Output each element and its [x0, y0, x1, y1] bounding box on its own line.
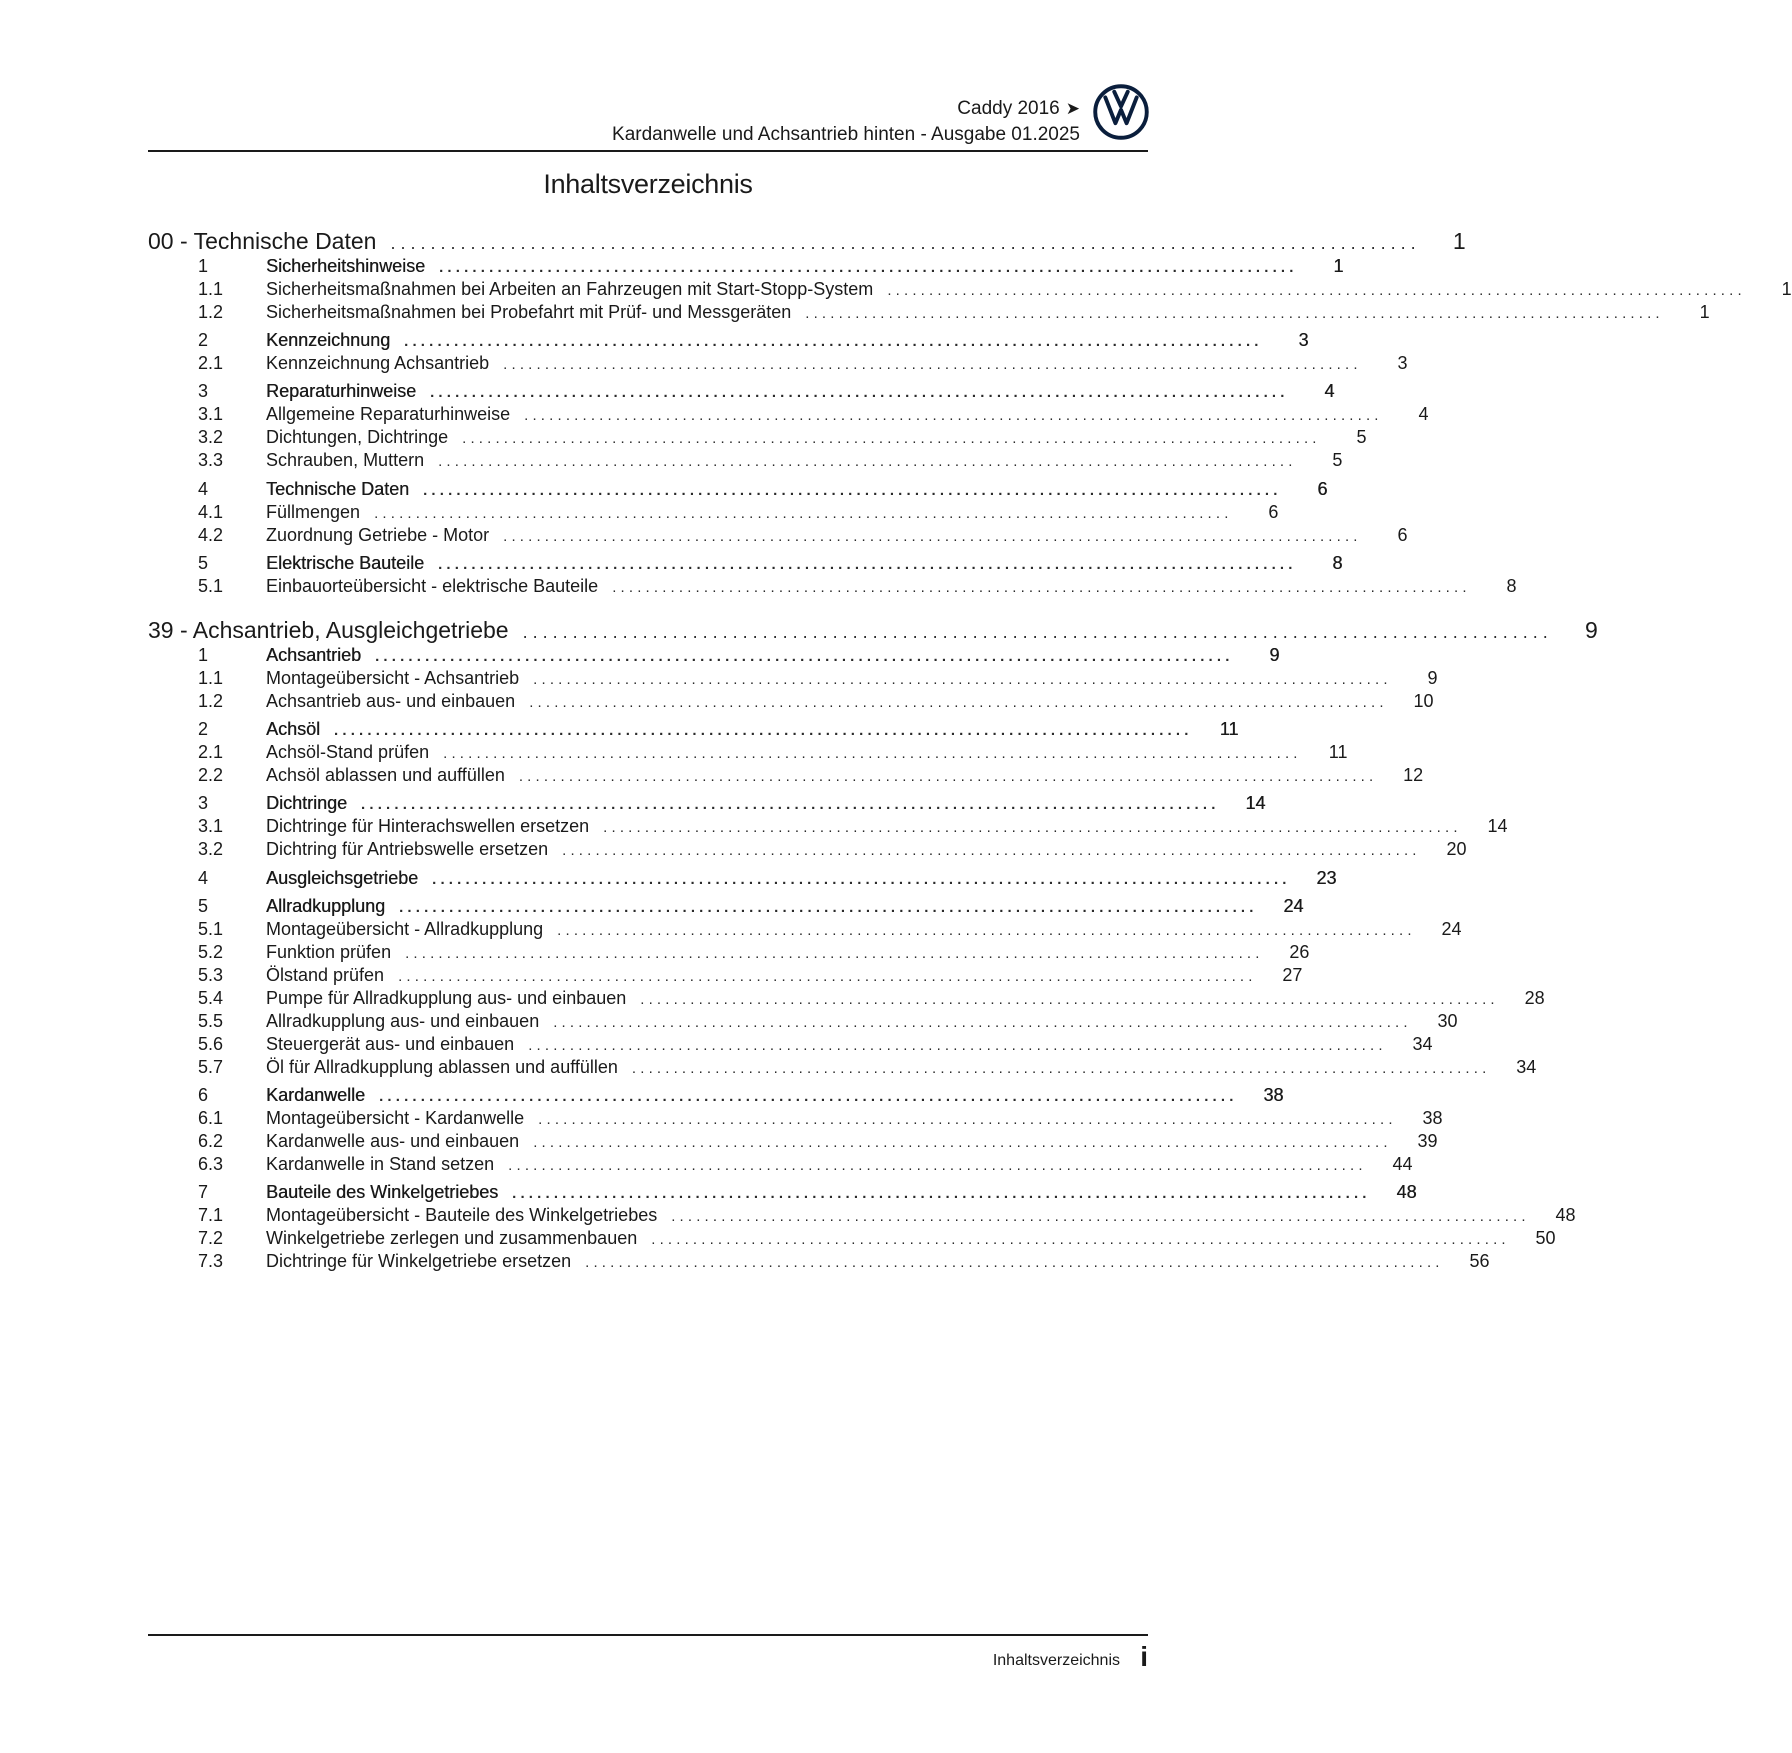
toc-entry-page: 1: [1781, 279, 1792, 299]
toc-entry[interactable]: [148, 896, 1304, 920]
toc-entry-title: Reparaturhinweise: [266, 381, 417, 401]
toc-entry-page: 1: [1699, 302, 1710, 322]
toc-entry-title: Sicherheitsmaßnahmen bei Arbeiten an Fahrzeugen mit Start-Stopp-System: [266, 279, 874, 299]
dot-leader: [503, 356, 1357, 373]
dot-leader: [671, 1208, 1525, 1225]
toc-entry-page: 5: [1332, 450, 1343, 470]
toc-entry-number: 1: [198, 256, 209, 276]
toc-entry-title: Kennzeichnung: [266, 330, 391, 350]
dot-leader: [557, 922, 1411, 939]
toc-entry[interactable]: [148, 1057, 1537, 1081]
footer-label: Inhaltsverzeichnis: [992, 1652, 1120, 1669]
toc-entry-number: 5.6: [198, 1034, 224, 1054]
toc-entry-page: 44: [1392, 1154, 1413, 1174]
toc-entry-page: 6: [1397, 525, 1408, 545]
dot-leader: [399, 899, 1253, 916]
toc-entry-title: Allradkupplung aus- und einbauen: [266, 1011, 540, 1031]
toc-entry[interactable]: [148, 1085, 1284, 1109]
toc-entry-number: 5.1: [198, 919, 224, 939]
toc-entry-number: 2.1: [198, 353, 224, 373]
toc-entry[interactable]: [148, 353, 1408, 377]
toc-entry-page: 20: [1446, 839, 1467, 859]
toc-entry[interactable]: [148, 427, 1367, 451]
toc-entry-title: Dichtringe für Winkelgetriebe ersetzen: [266, 1251, 572, 1271]
toc-entry[interactable]: [148, 868, 1337, 892]
toc-entry-page: 6: [1268, 502, 1279, 522]
dot-leader: [334, 722, 1188, 739]
toc-entry-page: 3: [1298, 330, 1309, 350]
toc-entry-page: 11: [1328, 742, 1348, 762]
dot-leader: [512, 1185, 1366, 1202]
toc-entry-page: 24: [1283, 896, 1304, 916]
dot-leader: [528, 1037, 1382, 1054]
toc-entry-number: 5.2: [198, 942, 224, 962]
toc-entry-page: 34: [1516, 1057, 1537, 1077]
toc-entry-title: Dichtungen, Dichtringe: [266, 427, 449, 447]
toc-entry[interactable]: [148, 645, 1280, 669]
toc-entry[interactable]: [148, 279, 1792, 303]
dot-leader: [603, 819, 1457, 836]
toc-entry-title: Technische Daten: [266, 479, 410, 499]
dot-leader: [553, 1014, 1407, 1031]
toc-entry-title: Montageübersicht - Allradkupplung: [266, 919, 544, 939]
toc-entry[interactable]: [148, 1131, 1438, 1155]
toc-entry-page: 56: [1469, 1251, 1490, 1271]
toc-entry-title: Kennzeichnung Achsantrieb: [266, 353, 490, 373]
toc-entry-number: 1.1: [198, 279, 224, 299]
toc-entry[interactable]: [148, 919, 1462, 943]
toc-entry-title: Sicherheitshinweise: [266, 256, 426, 276]
toc-entry-title: Ausgleichsgetriebe: [266, 868, 419, 888]
toc-entry-page: 4: [1418, 404, 1429, 424]
toc-entry[interactable]: [148, 1154, 1413, 1178]
toc-entry-number: 5.1: [198, 576, 224, 596]
toc-entry-number: 4: [198, 479, 209, 499]
toc-entry[interactable]: [148, 302, 1710, 326]
toc-entry[interactable]: [148, 553, 1343, 577]
toc-entry-page: 1: [1452, 228, 1466, 254]
dot-leader: [523, 622, 1548, 643]
toc-entry-number: 6.1: [198, 1108, 224, 1128]
toc-entry-number: 5.5: [198, 1011, 224, 1031]
toc-entry-number: 6.3: [198, 1154, 224, 1174]
toc-entry-title: Achsöl ablassen und auffüllen: [266, 765, 505, 785]
toc-entry-number: 2.1: [198, 742, 224, 762]
toc-entry[interactable]: [148, 793, 1266, 817]
toc-chapter[interactable]: [148, 228, 1466, 258]
toc-entry-title: Schrauben, Muttern: [266, 450, 425, 470]
toc-entry-title: Allgemeine Reparaturhinweise: [266, 404, 511, 424]
toc-entry-page: 9: [1584, 617, 1598, 643]
toc-entry-number: 4: [198, 868, 209, 888]
dot-leader: [462, 430, 1316, 447]
dot-leader: [432, 871, 1286, 888]
dot-leader: [533, 671, 1387, 688]
toc-entry-page: 11: [1219, 719, 1239, 739]
header-model: Caddy 2016: [957, 98, 1060, 119]
toc-entry-title: Dichtring für Antriebswelle ersetzen: [266, 839, 549, 859]
arrow-right-icon: ➤: [1065, 99, 1080, 118]
toc-entry-page: 8: [1332, 553, 1343, 573]
toc-entry-title: 00 - Technische Daten: [148, 228, 377, 254]
toc-entry-title: Zuordnung Getriebe - Motor: [266, 525, 490, 545]
toc-entry-page: 28: [1524, 988, 1545, 1008]
toc-entry-page: 50: [1535, 1228, 1556, 1248]
footer-page-number: i: [1140, 1641, 1148, 1672]
dot-leader: [533, 1134, 1387, 1151]
toc-entry[interactable]: [148, 1108, 1443, 1132]
header-model-line: [148, 96, 1080, 122]
toc-entry[interactable]: [148, 816, 1508, 840]
toc-entry-title: Einbauorteübersicht - elektrische Bauteile: [266, 576, 599, 596]
toc-entry-number: 3: [198, 793, 209, 813]
dot-leader: [398, 968, 1252, 985]
toc-entry-title: Achsantrieb aus- und einbauen: [266, 691, 516, 711]
toc-entry-number: 3.2: [198, 839, 224, 859]
toc-entry[interactable]: [148, 450, 1343, 474]
dot-leader: [423, 482, 1277, 499]
toc-entry-number: 2: [198, 330, 209, 350]
toc-entry-page: 4: [1324, 381, 1335, 401]
toc-entry-title: Dichtringe für Hinterachswellen ersetzen: [266, 816, 590, 836]
toc-entry[interactable]: [148, 965, 1303, 989]
toc-entry-number: 3.1: [198, 404, 224, 424]
toc-entry-page: 27: [1282, 965, 1303, 985]
dot-leader: [390, 233, 1415, 254]
toc-entry-page: 24: [1441, 919, 1462, 939]
page-title: Inhaltsverzeichnis: [543, 169, 753, 199]
toc-entry[interactable]: [148, 330, 1309, 354]
toc-entry-number: 6: [198, 1085, 209, 1105]
toc-entry[interactable]: [148, 1011, 1458, 1035]
header-divider: [148, 150, 1148, 152]
toc-entry-title: Kardanwelle in Stand setzen: [266, 1154, 495, 1174]
toc-entry[interactable]: [148, 1034, 1433, 1058]
dot-leader: [632, 1060, 1486, 1077]
toc-entry-number: 2: [198, 719, 209, 739]
dot-leader: [562, 842, 1416, 859]
toc-entry[interactable]: [148, 988, 1545, 1012]
toc-entry-title: Steuergerät aus- und einbauen: [266, 1034, 515, 1054]
toc-entry-number: 1: [198, 645, 209, 665]
toc-entry-number: 3.1: [198, 816, 224, 836]
vw-logo-icon: [1093, 84, 1149, 140]
toc-entry-page: 23: [1316, 868, 1337, 888]
toc-entry[interactable]: [148, 576, 1517, 600]
toc-entry-title: Öl für Allradkupplung ablassen und auffüllen: [266, 1057, 618, 1077]
dot-leader: [529, 694, 1383, 711]
toc-entry-title: Bauteile des Winkelgetriebes: [266, 1182, 499, 1202]
toc-entry-page: 10: [1413, 691, 1434, 711]
toc-entry-number: 5: [198, 553, 209, 573]
toc-entry[interactable]: [148, 525, 1408, 549]
toc-entry-page: 12: [1403, 765, 1424, 785]
toc-entry-title: Montageübersicht - Bauteile des Winkelgetriebes: [266, 1205, 658, 1225]
dot-leader: [640, 991, 1494, 1008]
toc-chapter[interactable]: [148, 617, 1598, 647]
dot-leader: [538, 1111, 1392, 1128]
header-subtitle: Kardanwelle und Achsantrieb hinten - Ausgabe 01.2025: [612, 124, 1080, 145]
dot-leader: [612, 579, 1466, 596]
dot-leader: [379, 1088, 1233, 1105]
toc-entry-title: Montageübersicht - Achsantrieb: [266, 668, 520, 688]
dot-leader: [503, 528, 1357, 545]
toc-entry-title: Elektrische Bauteile: [266, 553, 425, 573]
toc-entry-page: 6: [1317, 479, 1328, 499]
toc-entry-number: 4.2: [198, 525, 224, 545]
toc-entry-page: 5: [1356, 427, 1367, 447]
toc-entry[interactable]: [148, 942, 1310, 966]
toc-entry-number: 3.3: [198, 450, 224, 470]
toc-entry[interactable]: [148, 1251, 1490, 1275]
toc-entry-number: 6.2: [198, 1131, 224, 1151]
toc-entry[interactable]: [148, 719, 1239, 743]
toc-entry-number: 3.2: [198, 427, 224, 447]
toc-entry[interactable]: [148, 1228, 1556, 1252]
toc-entry[interactable]: [148, 1182, 1417, 1206]
toc-entry-page: 38: [1263, 1085, 1284, 1105]
toc-entry-number: 1.1: [198, 668, 224, 688]
toc-entry-title: Dichtringe: [266, 793, 348, 813]
toc-entry-number: 5.7: [198, 1057, 224, 1077]
toc-entry-page: 8: [1506, 576, 1517, 596]
toc-entry-title: Montageübersicht - Kardanwelle: [266, 1108, 525, 1128]
toc-entry-title: Kardanwelle aus- und einbauen: [266, 1131, 520, 1151]
toc-entry-number: 2.2: [198, 765, 224, 785]
dot-leader: [374, 505, 1228, 522]
toc-entry-title: Achsöl-Stand prüfen: [266, 742, 430, 762]
toc-entry-title: Sicherheitsmaßnahmen bei Probefahrt mit Prüf- und Messgeräten: [266, 302, 792, 322]
dot-leader: [438, 556, 1292, 573]
dot-leader: [375, 648, 1229, 665]
toc-entry[interactable]: [148, 256, 1344, 280]
toc-entry-number: 4.1: [198, 502, 224, 522]
toc-entry-title: 39 - Achsantrieb, Ausgleichgetriebe: [148, 617, 509, 643]
toc-entry-page: 9: [1427, 668, 1438, 688]
dot-leader: [430, 384, 1284, 401]
dot-leader: [361, 796, 1215, 813]
toc-entry-number: 7.3: [198, 1251, 224, 1271]
toc-entry-page: 34: [1412, 1034, 1433, 1054]
toc-entry-number: 5.3: [198, 965, 224, 985]
toc-entry[interactable]: [148, 404, 1429, 428]
dot-leader: [404, 333, 1258, 350]
toc-entry[interactable]: [148, 839, 1467, 863]
dot-leader: [805, 305, 1659, 322]
toc-entry-page: 48: [1555, 1205, 1576, 1225]
toc-entry-number: 7: [198, 1182, 209, 1202]
toc-entry-page: 3: [1397, 353, 1408, 373]
toc-entry-title: Pumpe für Allradkupplung aus- und einbauen: [266, 988, 627, 1008]
toc-entry[interactable]: [148, 381, 1335, 405]
dot-leader: [585, 1254, 1439, 1271]
toc-entry[interactable]: [148, 742, 1348, 766]
dot-leader: [519, 768, 1373, 785]
toc-entry-title: Kardanwelle: [266, 1085, 366, 1105]
toc-entry-title: Achsöl: [266, 719, 321, 739]
toc-entry-title: Achsantrieb: [266, 645, 362, 665]
toc-entry-title: Füllmengen: [266, 502, 361, 522]
toc-entry-number: 3: [198, 381, 209, 401]
dot-leader: [405, 945, 1259, 962]
toc-entry-page: 39: [1417, 1131, 1438, 1151]
dot-leader: [439, 259, 1293, 276]
dot-leader: [508, 1157, 1362, 1174]
dot-leader: [438, 453, 1292, 470]
toc-entry-page: 9: [1269, 645, 1280, 665]
toc-entry-title: Allradkupplung: [266, 896, 386, 916]
toc-entry-title: Ölstand prüfen: [266, 965, 385, 985]
toc-entry-title: Winkelgetriebe zerlegen und zusammenbauen: [266, 1228, 638, 1248]
toc-entry[interactable]: [148, 691, 1434, 715]
toc-entry-number: 1.2: [198, 691, 224, 711]
dot-leader: [443, 745, 1297, 762]
dot-leader: [524, 407, 1378, 424]
toc-entry-page: 14: [1487, 816, 1508, 836]
toc-entry-page: 48: [1396, 1182, 1417, 1202]
toc-entry-number: 7.1: [198, 1205, 224, 1225]
toc-entry-number: 1.2: [198, 302, 224, 322]
toc-entry-page: 38: [1422, 1108, 1443, 1128]
dot-leader: [651, 1231, 1505, 1248]
toc-entry-number: 5: [198, 896, 209, 916]
toc-entry-title: Funktion prüfen: [266, 942, 392, 962]
toc-entry[interactable]: [148, 668, 1438, 692]
toc-entry-page: 30: [1437, 1011, 1458, 1031]
toc-entry-page: 26: [1289, 942, 1310, 962]
toc-entry[interactable]: [148, 502, 1279, 526]
toc-entry[interactable]: [148, 765, 1424, 789]
toc-entry-number: 7.2: [198, 1228, 224, 1248]
dot-leader: [887, 282, 1741, 299]
toc-entry-page: 14: [1245, 793, 1266, 813]
document-header: [148, 96, 1080, 148]
toc-entry-page: 1: [1333, 256, 1344, 276]
toc-entry-number: 5.4: [198, 988, 224, 1008]
toc-entry[interactable]: [148, 1205, 1576, 1229]
footer-divider: [148, 1634, 1148, 1636]
toc-entry[interactable]: [148, 479, 1328, 503]
